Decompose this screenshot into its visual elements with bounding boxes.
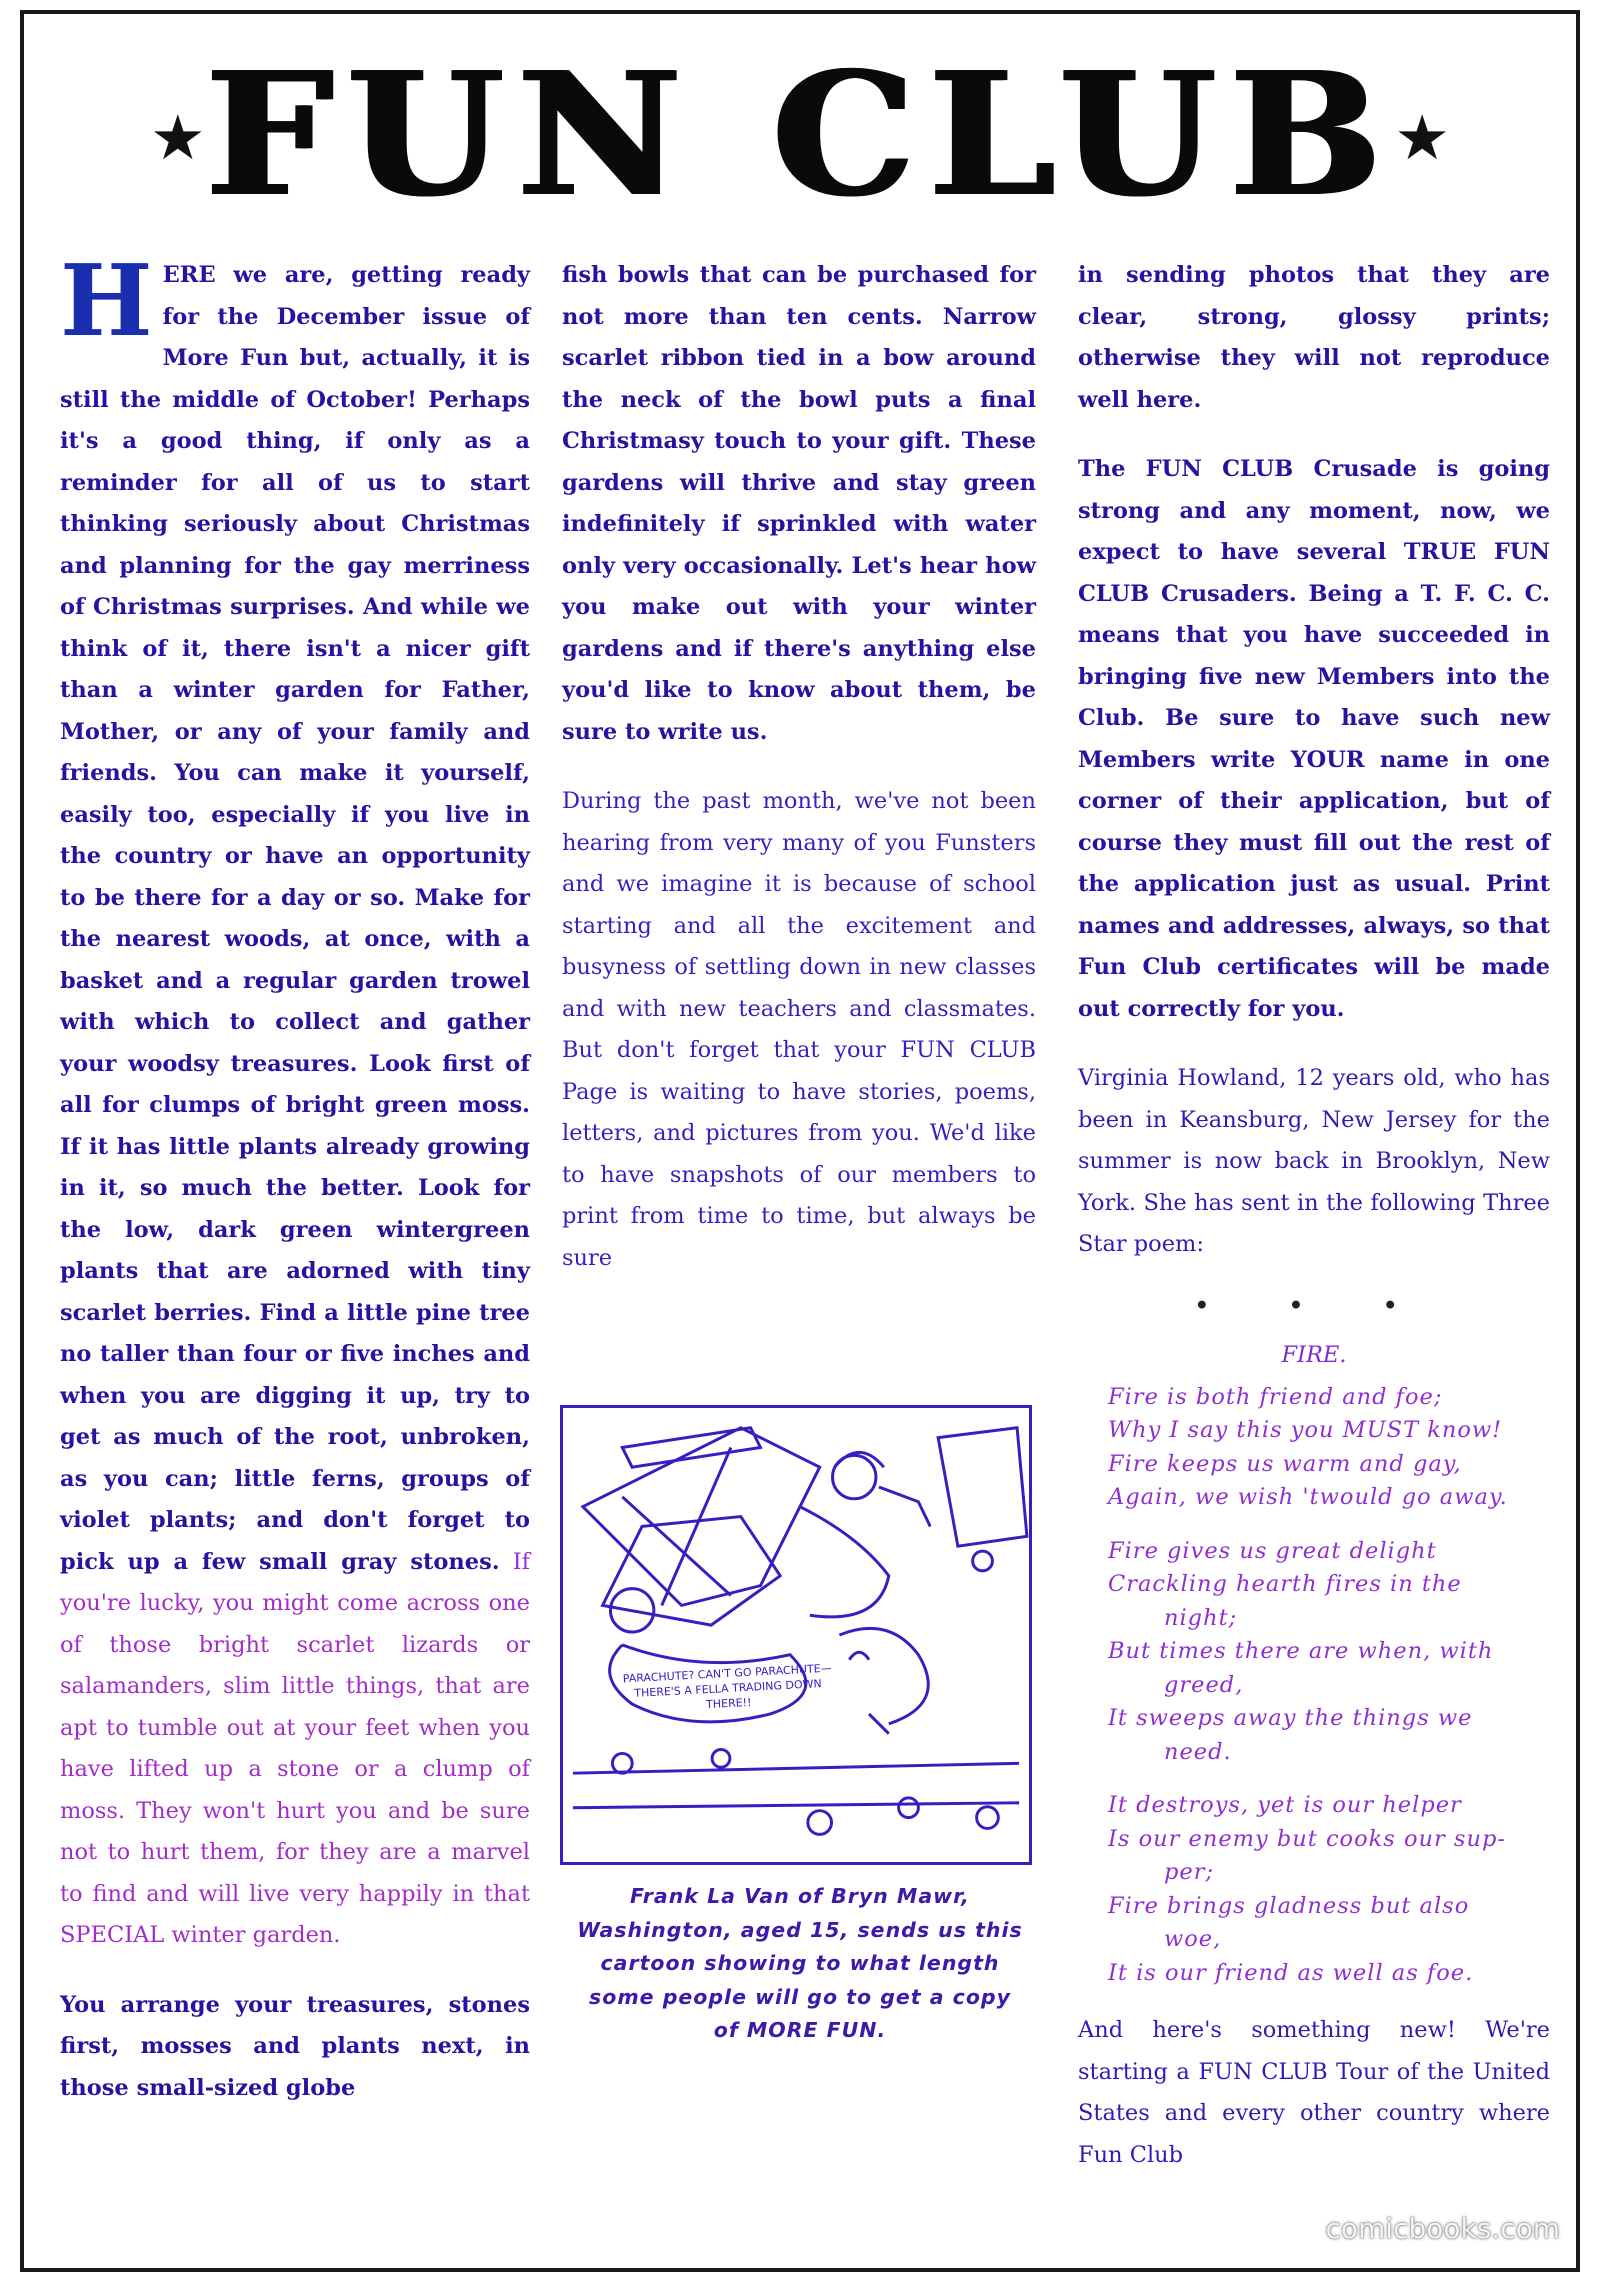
arrange-paragraph: You arrange your treasures, stones first, mosses and plants next, in those small-sized globe xyxy=(60,1991,530,2101)
poem-line: greed, xyxy=(1164,1671,1244,1698)
poem-line: woe, xyxy=(1164,1926,1222,1952)
crusade-paragraph: The FUN CLUB Crusade is going strong and any moment, now, we expect to have several TRUE FUN CLUB Crusaders. Being a T. F. C. C. means that you have succeeded in bringing five new Members into the Club. Be sure to have such new Members write YOUR name in one corner of their application, but of course they must fill out the rest of the application just as usual. Print names and addresses, always, so that Fun Club certificates will be made out correctly for you. xyxy=(1078,456,1550,1022)
poem-line: Is our enemy but cooks our sup- xyxy=(1108,1825,1506,1852)
star-icon: ★ xyxy=(1394,101,1450,174)
poem-line: Fire keeps us warm and gay, xyxy=(1108,1450,1462,1477)
cartoon-caption: Frank La Van of Bryn Mawr, Washington, aged 15, sends us this cartoon showing to what length some people will go to get a copy of MORE FUN. xyxy=(577,1884,1023,2042)
photos-paragraph: in sending photos that they are clear, strong, glossy prints; otherwise they will not reproduce well here. xyxy=(1078,262,1550,413)
poem-stanza-2 xyxy=(1108,1535,1550,1770)
poem-line: Fire gives us great delight xyxy=(1108,1537,1437,1564)
poem-line: But times there are when, with xyxy=(1108,1638,1494,1664)
poem-stanza-1 xyxy=(1108,1381,1550,1515)
intro-text-continued: If you're lucky, you might come across one of those bright scarlet lizards or salamanders, slim little things, that are apt to tumble out at your feet when you have lifted up a stone or a clump of moss. They won't hurt you and be sure not to hurt them, for they are a marvel to find and will live very happily in that SPECIAL winter garden. xyxy=(60,1548,531,1948)
poem-line: Fire is both friend and foe; xyxy=(1108,1383,1443,1410)
page-title: FUN CLUB xyxy=(205,35,1395,235)
cartoon-drawing xyxy=(563,1408,1029,1862)
column-3 xyxy=(1078,255,1550,2204)
fishbowl-paragraph: fish bowls that can be purchased for not more than ten cents. Narrow scarlet ribbon tied in a bow around the neck of the bowl puts a final Christmasy touch to your gift. These gardens will thrive and stay green indefinitely if sprinkled with water only very occasionally. Let's hear how you make out with your winter gardens and if there's anything else you'd like to know about them, be sure to write us. xyxy=(562,262,1036,745)
cartoon-speech-bubble: PARACHUTE? CAN'T GO PARACHUTE— THERE'S A FELLA TRADING DOWN THERE!! xyxy=(622,1661,832,1712)
poem-line: need. xyxy=(1164,1738,1232,1765)
drop-cap: H xyxy=(60,244,153,359)
poem-line: It destroys, yet is our helper xyxy=(1108,1792,1462,1818)
poem-line: per; xyxy=(1164,1859,1215,1885)
poem-line: Fire brings gladness but also xyxy=(1108,1892,1470,1919)
poem-line: It is our friend as well as foe. xyxy=(1108,1959,1474,1986)
poem-line: It sweeps away the things we xyxy=(1108,1705,1473,1731)
column-1 xyxy=(60,244,531,2137)
intro-paragraph xyxy=(60,244,531,1957)
intro-text: ERE we are, getting ready for the December issue of More Fun but, actually, it is still the middle of October! Perhaps it's a good thing, if only as a reminder for all of us to start thinking seriously about Christmas and planning for the gay merriness of Christmas surprises. And while we think of it, there isn't a nicer gift than a winter garden for Father, Mother, or any of your family and friends. You can make it yourself, easily too, especially if you live in the country or have an opportunity to be there for a day or so. Make for the nearest woods, at once, with a basket and a regular garden trowel with which to collect and gather your woodsy treasures. Look first of all for clumps of bright green moss. If it has little plants already growing in it, so much the better. Look for the low, dark green wintergreen plants that are adorned with tiny scarlet berries. Find a little pine tree no taller than four or five inches and when you are digging it up, try to get as much of the root, unbroken, as you can; little ferns, groups of violet plants; and don't forget to pick up a few small gray stones. xyxy=(60,262,530,1575)
star-icon: ★ xyxy=(150,101,206,174)
page-header xyxy=(120,35,1480,235)
tour-paragraph: And here's something new! We're starting a FUN CLUB Tour of the United States and every other country where Fun Club xyxy=(1078,2017,1550,2168)
poem-line: Why I say this you MUST know! xyxy=(1108,1417,1503,1443)
poem-line: night; xyxy=(1164,1604,1238,1631)
virginia-paragraph: Virginia Howland, 12 years old, who has been in Keansburg, New Jersey for the summer is now back in Brooklyn, New York. She has sent in the following Three Star poem: xyxy=(1078,1065,1550,1257)
past-month-paragraph: During the past month, we've not been hearing from very many of you Funsters and we imagine it is because of school starting and all the excitement and busyness of settling down in new classes and with new teachers and classmates. But don't forget that your FUN CLUB Page is waiting to have stories, poems, letters, and pictures from you. We'd like to have snapshots of our members to print from time to time, but always be sure xyxy=(562,788,1036,1271)
poem-title: FIRE. xyxy=(1281,1342,1347,1368)
poem-line: Crackling hearth fires in the xyxy=(1108,1571,1462,1597)
poem-stanza-3 xyxy=(1108,1789,1550,1990)
poem-line: Again, we wish 'twould go away. xyxy=(1108,1484,1508,1510)
cartoon-image xyxy=(560,1405,1032,1865)
watermark: comicbooks.com xyxy=(1325,2212,1560,2245)
section-divider: • • • xyxy=(1194,1292,1434,1319)
column-2 xyxy=(562,255,1036,1307)
